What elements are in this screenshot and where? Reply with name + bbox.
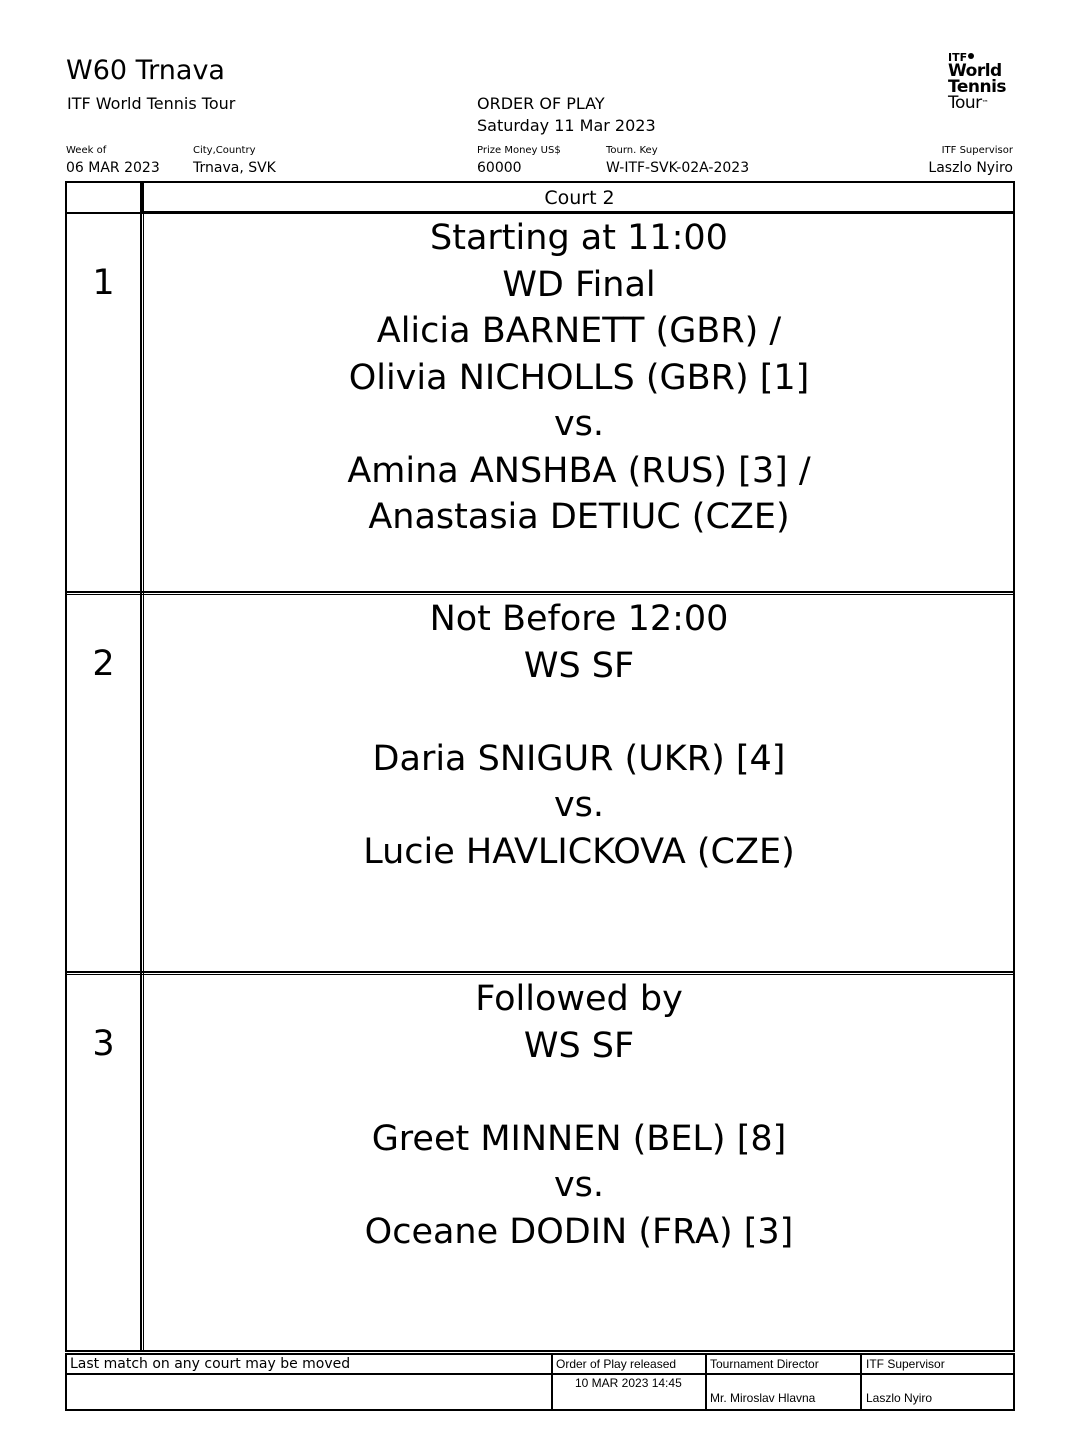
- city-label: City,Country: [193, 145, 256, 156]
- released-value: 10 MAR 2023 14:45: [575, 1376, 682, 1390]
- prize-value: 60000: [477, 160, 522, 176]
- logo-tour-text: Tour: [948, 93, 982, 113]
- tournament-title: W60 Trnava: [66, 55, 225, 86]
- player-line: Greet MINNEN (BEL) [8]: [371, 1118, 787, 1159]
- supervisor-value: Laszlo Nyiro: [928, 160, 1013, 176]
- logo-tennis-text: Tennis: [948, 77, 1007, 97]
- match-time: Not Before 12:00: [429, 599, 729, 639]
- row-divider-inner: [65, 594, 1015, 595]
- week-label: Week of: [66, 145, 107, 156]
- court-header: Court 2: [142, 181, 1015, 213]
- logo-itf-text: ITF: [948, 51, 968, 64]
- footer-column-divider: [860, 1353, 862, 1411]
- match-round: WS SF: [523, 1025, 635, 1066]
- logo-tour-line: [948, 95, 1018, 111]
- match-round: WD Final: [502, 264, 656, 305]
- versus-text: vs.: [553, 404, 605, 444]
- city-value: Trnava, SVK: [193, 160, 276, 176]
- tournament-key-label: Tourn. Key: [606, 145, 658, 156]
- footer-supervisor-label: ITF Supervisor: [866, 1357, 945, 1371]
- order-of-play-date: Saturday 11 Mar 2023: [477, 116, 656, 135]
- director-value: Mr. Miroslav Hlavna: [710, 1391, 816, 1405]
- match-number: 2: [92, 644, 115, 684]
- row-divider: [65, 591, 1015, 593]
- player-line: Alicia BARNETT (GBR) /: [376, 311, 782, 351]
- spacer-line: [144, 1069, 1014, 1116]
- logo-dot-icon: [968, 53, 974, 59]
- spacer-line: [144, 689, 1014, 736]
- itf-world-tennis-tour-logo: [948, 52, 1018, 111]
- footer-supervisor-value: Laszlo Nyiro: [866, 1391, 933, 1405]
- match-time: Followed by: [475, 979, 683, 1019]
- row-divider-inner: [65, 974, 1015, 975]
- tournament-key-value: W-ITF-SVK-02A-2023: [606, 160, 750, 176]
- versus-text: vs.: [553, 1165, 605, 1205]
- match-number: 1: [92, 263, 115, 303]
- player-line: Oceane DODIN (FRA) [3]: [364, 1211, 794, 1252]
- match-round: WS SF: [523, 645, 635, 686]
- supervisor-label: ITF Supervisor: [941, 145, 1013, 156]
- last-match-note: Last match on any court may be moved: [70, 1356, 351, 1372]
- footer-divider: [65, 1373, 1015, 1375]
- match-time: Starting at 11:00: [430, 218, 728, 258]
- match-slot-2: [144, 596, 1014, 875]
- logo-trademark: ™: [981, 99, 989, 107]
- match-slot-3: [144, 976, 1014, 1255]
- player-line: Lucie HAVLICKOVA (CZE): [363, 831, 795, 872]
- row-divider: [65, 212, 1015, 214]
- column-divider: [140, 181, 142, 1352]
- match-slot-1: [144, 215, 1014, 541]
- director-label: Tournament Director: [710, 1357, 819, 1371]
- match-number: 3: [92, 1024, 115, 1064]
- player-line: Daria SNIGUR (UKR) [4]: [372, 738, 786, 779]
- footer-column-divider: [551, 1353, 553, 1411]
- versus-text: vs.: [553, 785, 605, 825]
- released-label: Order of Play released: [556, 1357, 677, 1371]
- player-line: Amina ANSHBA (RUS) [3] /: [347, 450, 811, 491]
- tour-name: ITF World Tennis Tour: [67, 94, 236, 113]
- player-line: Olivia NICHOLLS (GBR) [1]: [348, 357, 810, 398]
- logo-world-text: World: [948, 61, 1002, 81]
- footer-column-divider: [705, 1353, 707, 1411]
- order-of-play-label: ORDER OF PLAY: [477, 94, 605, 113]
- player-line: Anastasia DETIUC (CZE): [368, 497, 790, 537]
- prize-label: Prize Money US$: [477, 145, 561, 156]
- row-divider: [65, 971, 1015, 973]
- week-value: 06 MAR 2023: [66, 160, 160, 176]
